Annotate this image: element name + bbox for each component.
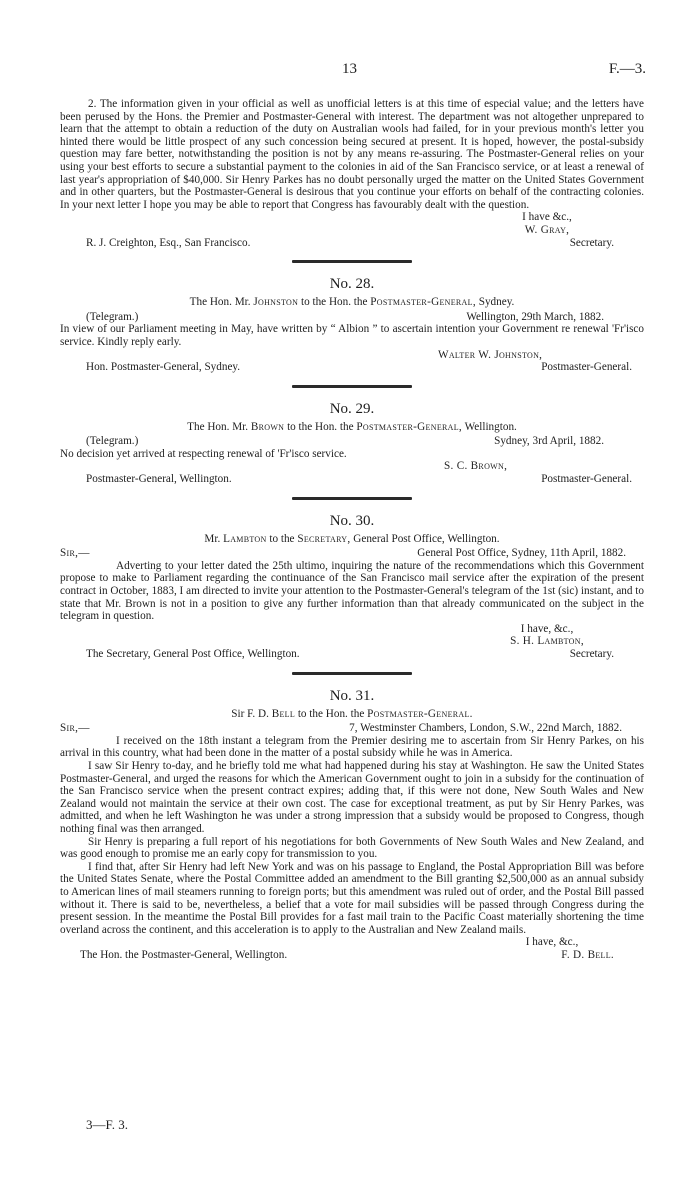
address-row	[60, 648, 644, 661]
page-header	[0, 63, 700, 79]
letter-signature	[460, 936, 644, 949]
telegram-body: In view of our Parliament meeting in May, have written by “ Albion ” to ascertain intention your Government re renewal 'Fr'isco service. Kindly reply early.	[60, 323, 644, 348]
document-kind: (Telegram.)	[86, 435, 139, 448]
section-divider	[292, 497, 412, 500]
document-no-31	[60, 687, 644, 962]
letter-body: Adverting to your letter dated the 25th ultimo, inquiring the nature of the recommendations which this Government propose to make to Parliament regarding the continuance of the San Francisco mail service after the expiration of the present contract in October, 1883, I am directed to invite your attention to the Postmaster-General's telegram of the 1st (sic) instant, and to state that Mr. Brown is not in a position to give any further information than that already communicated on the subject in the telegram in question.	[60, 559, 644, 623]
document-number: No. 31.	[329, 687, 375, 704]
document-heading: The Hon. Mr. Brown to the Hon. the Postmaster-General, Wellington.	[187, 420, 517, 433]
document-meta-row	[60, 435, 644, 448]
document-heading: Mr. Lambton to the Secretary, General Post Office, Wellington.	[204, 532, 500, 545]
letter-27-addressee: R. J. Creighton, Esq., San Francisco.	[86, 236, 251, 249]
addressee: Postmaster-General, Wellington.	[86, 473, 232, 486]
letter-paragraph-1: I received on the 18th instant a telegram from the Premier desiring me to ascertain from Sir Henry Parkes, on his arrival in this country, what had been done in the matter of a postal subsidy while he was in America.	[60, 734, 644, 760]
letter-paragraph-3: Sir Henry is preparing a full report of his negotiations for both Governments of New South Wales and New Zealand, and was good enough to promise me an early copy for transmission to you.	[60, 835, 644, 861]
closing: I have, &c.,	[525, 936, 579, 949]
address-row	[60, 949, 644, 962]
signer-title: Secretary.	[569, 648, 614, 660]
document-no-30	[60, 512, 644, 661]
section-divider	[292, 672, 412, 675]
document-kind: (Telegram.)	[86, 310, 139, 323]
document-heading: Sir F. D. Bell to the Hon. the Postmaster-General.	[231, 707, 473, 720]
addressee: The Secretary, General Post Office, Wellington.	[86, 648, 300, 660]
page-number: 13	[342, 61, 357, 77]
signer-name: S. C. Brown,	[444, 460, 508, 473]
document-meta-row	[60, 311, 644, 324]
section-divider	[292, 260, 412, 263]
letter-27-paragraph: 2. The information given in your official as well as unofficial letters is at this time of especial value; and the letters have been perused by the Hons. the Premier and Postmaster-General with interest. The department was not altogether unprepared to learn that the attempt to obtain a reduction of the duty on Australian wools had failed, for in your previous month's letter you hinted there would be little prospect of any such concession being secured at present. It is hoped, however, the postal-subsidy question may fare better, notwithstanding the position is not by any means re-assuring. The Postmaster-General relies on your using your best efforts to secure a substantial payment to the colonies in aid of the San Francisco service, or at least a renewal of last year's appropriation of $40,000. Sir Henry Parkes has no doubt personally urged the matter on the United States Government and in other quarters, but the Postmaster-General is desirous that you continue your efforts on behalf of the contracting colonies. In your next letter I hope you may be able to report that Congress has favourably dealt with the question.	[60, 98, 644, 211]
document-number: No. 30.	[329, 512, 375, 529]
letter-27-address-row	[60, 237, 644, 250]
closing: I have, &c.,	[520, 622, 574, 635]
letter-paragraph-4: I find that, after Sir Henry had left New York and was on his passage to England, the Postal Appropriation Bill was before the United States Senate, where the Postal Committee added an amendment to the Bill granting $2,500,000 as an annual subsidy to American lines of mail steamers running to foreign ports; but this amendment was ruled out of order, and the Postal Bill passed without it. There is said to be, nevertheless, a belief that a vote for mail subsidies will be passed through Congress during the present session. In the meantime the Postal Bill provides for a fast mail train to the Pacific Coast materially shortening the time overland across the continent, and this acceleration is to apply to the Australian and New Zealand mails.	[60, 860, 644, 936]
salutation-row	[60, 547, 644, 560]
signer-title: Postmaster-General.	[541, 361, 632, 374]
signer-name: F. D. Bell.	[561, 948, 614, 961]
telegram-body: No decision yet arrived at respecting renewal of 'Fr'isco service.	[60, 447, 347, 460]
salutation-row	[60, 722, 644, 735]
signer-name: Walter W. Johnston,	[438, 348, 543, 361]
letter-27-signer-title: Secretary.	[569, 236, 614, 249]
letter-27-signer: W. Gray,	[524, 223, 570, 236]
addressee: The Hon. the Postmaster-General, Wellington.	[80, 948, 288, 961]
document-date: 7, Westminster Chambers, London, S.W., 22nd March, 1882.	[349, 722, 622, 735]
letter-paragraph-2: I saw Sir Henry to-day, and he briefly told me what had happened during his stay at Washington. He saw the United States Postmaster-General, and urged the reasons for which the American Government ought to join in a subsidy for the continuation of the San Francisco service when the present contract expires; adding that, if this were not done, New South Wales and New Zealand would not maintain the service at their own cost. The case for exceptional treatment, as put by Sir Henry Parkes, was admitted, and when he left Washington he was under a strong impression that a subsidy would be proposed to Congress, though nothing final was then arranged.	[60, 759, 644, 835]
letter-27-continuation	[60, 98, 644, 249]
page-content	[60, 98, 644, 961]
document-date: Sydney, 3rd April, 1882.	[494, 435, 604, 448]
letter-signature	[450, 623, 644, 648]
document-date: General Post Office, Sydney, 11th April, 1882.	[417, 547, 626, 560]
address-row	[60, 361, 644, 374]
letter-27-closing: I have &c.,	[522, 211, 572, 224]
document-no-29	[60, 400, 644, 486]
document-date: Wellington, 29th March, 1882.	[466, 310, 604, 323]
document-heading: The Hon. Mr. Johnston to the Hon. the Postmaster-General, Sydney.	[189, 296, 515, 309]
parliamentary-paper-reference: F.—3.	[608, 61, 646, 77]
salutation: Sir,—	[60, 722, 90, 735]
salutation: Sir,—	[60, 547, 90, 560]
addressee: Hon. Postmaster-General, Sydney.	[86, 361, 241, 374]
folio-signature-mark: 3—F. 3.	[86, 1117, 128, 1132]
document-no-28	[60, 275, 644, 374]
letter-27-signature	[450, 211, 644, 236]
address-row	[60, 473, 644, 486]
section-divider	[292, 385, 412, 388]
document-number: No. 29.	[329, 400, 375, 417]
document-number: No. 28.	[329, 276, 375, 293]
signer-title: Postmaster-General.	[541, 473, 632, 486]
signer-name: S. H. Lambton,	[510, 635, 584, 648]
